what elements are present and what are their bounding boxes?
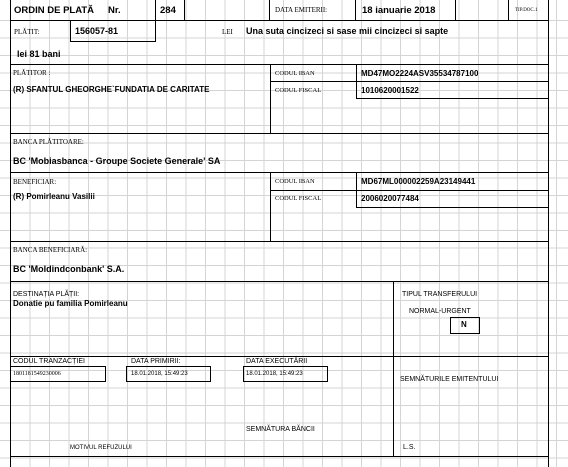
payer-label: PLĂTITOR : [13, 69, 51, 77]
received-date-label: DATA PRIMIRII: [131, 358, 181, 365]
beneficiary-name: (R) Pomirleanu Vasilii [13, 192, 95, 201]
issue-date-label: DATA EMITERII: [275, 6, 328, 14]
beneficiary-bank-label: BANCA BENEFICIARĂ: [13, 246, 88, 254]
transaction-code-label: CODUL TRANZACȚIEI [13, 358, 85, 365]
beneficiary-iban: MD67ML000002259A23149441 [361, 177, 476, 186]
order-number: 284 [160, 5, 176, 16]
payer-fiscal-label: CODUL FISCAL [275, 87, 322, 94]
currency-label: LEI [222, 28, 233, 36]
transaction-code: 1801181549230006 [13, 371, 61, 377]
amount-in-words: Una suta cincizeci si sase mii cincizeci si sapte [246, 26, 449, 36]
doc-type: TIP.DOC.1 [515, 8, 538, 13]
beneficiary-fiscal-code: 2006020077484 [361, 194, 419, 203]
payment-amount: 156057-81 [75, 26, 119, 36]
purpose-text: Donatie pu familia Pomirleanu [13, 299, 128, 308]
issue-date: 18 ianuarie 2018 [362, 5, 436, 16]
payer-bank-label: BANCA PLĂTITOARE: [13, 138, 84, 146]
payer-fiscal-code: 1010620001522 [361, 86, 419, 95]
beneficiary-bank-name: BC 'Moldindconbank' S.A. [13, 264, 125, 274]
executed-date-label: DATA EXECUTĂRII [246, 358, 308, 365]
bank-signature-label: SEMNĂTURA BĂNCII [246, 426, 315, 433]
refusal-reason-label: MOTIVUL REFUZULUI [70, 445, 132, 451]
transfer-type-value: NORMAL-URGENT [409, 308, 471, 315]
paid-label: PLĂTIT: [14, 28, 40, 36]
issuer-signatures-label: SEMNĂTURILE EMITENTULUI [400, 376, 499, 383]
transfer-type-label: TIPUL TRANSFERULUI [402, 291, 478, 298]
payer-name: (R) SFANTUL GHEORGHE`FUNDATIA DE CARITATE [13, 85, 210, 94]
payer-iban: MD47MO2224ASV35534787100 [361, 69, 479, 78]
form-title: ORDIN DE PLATĂ [14, 5, 95, 16]
ls-label: L.S. [403, 444, 416, 451]
number-label: Nr. [108, 5, 121, 16]
transfer-code: N [461, 320, 467, 329]
received-date: 18.01.2018, 15:49:23 [131, 371, 188, 377]
beneficiary-iban-label: CODUL IBAN [275, 178, 315, 185]
beneficiary-label: BENEFICIAR: [13, 178, 57, 186]
amount-in-words-line2: lei 81 bani [17, 49, 61, 59]
beneficiary-fiscal-label: CODUL FISCAL [275, 195, 322, 202]
purpose-label: DESTINAȚIA PLĂȚII: [13, 291, 80, 298]
payer-bank-name: BC 'Mobiasbanca - Groupe Societe Generale' SA [13, 156, 221, 166]
executed-date: 18.01.2018, 15:49:23 [246, 371, 303, 377]
payer-iban-label: CODUL IBAN [275, 70, 315, 77]
